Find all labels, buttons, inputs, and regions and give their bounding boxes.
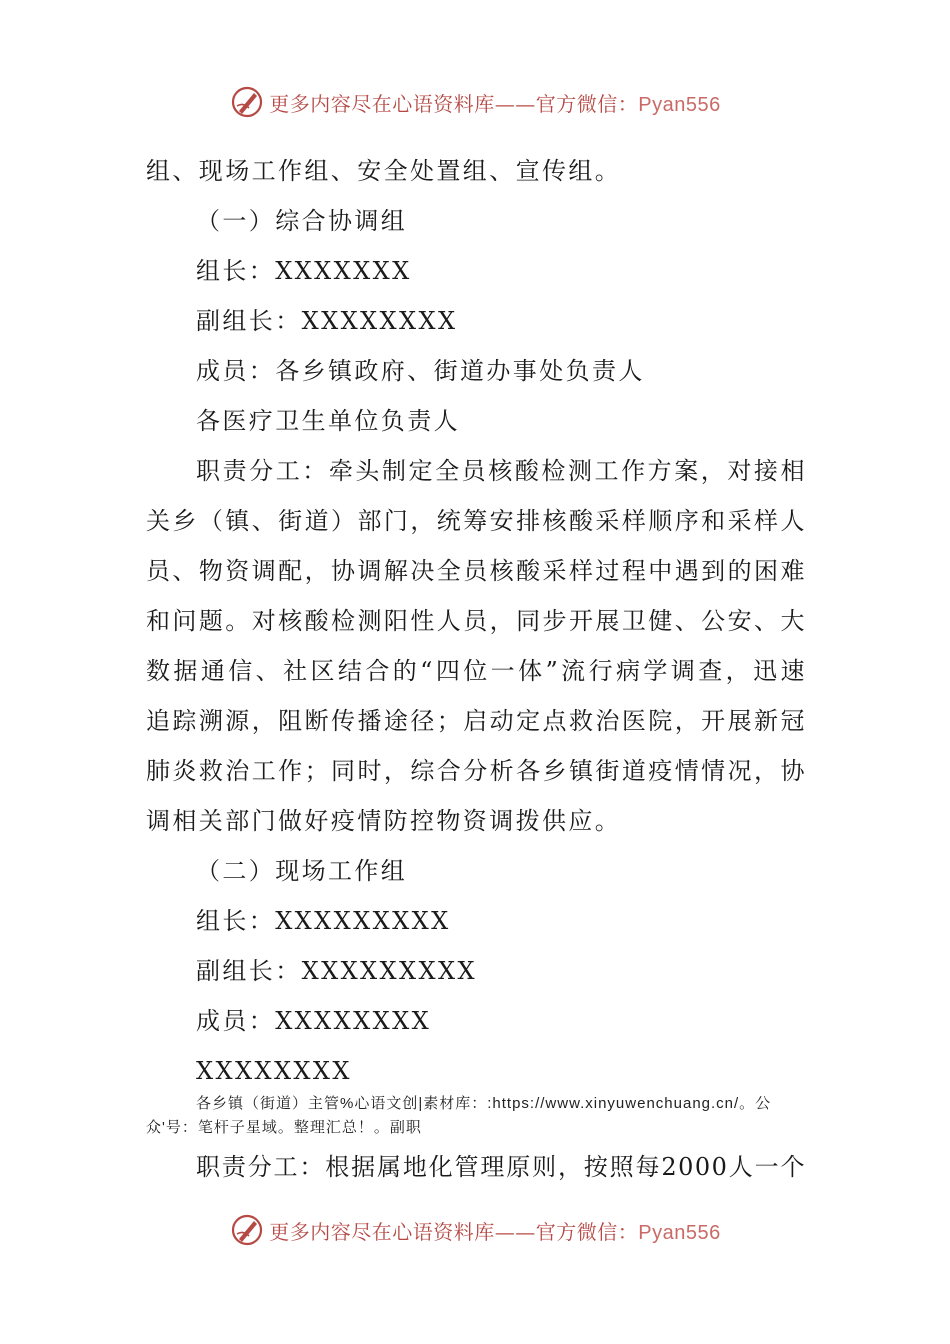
pen-logo-icon: [229, 1212, 265, 1248]
section-heading-2: （二）现场工作组: [196, 857, 408, 885]
duty-paragraph-line: 追踪溯源，阻断传播途径；启动定点救治医院，开展新冠: [146, 707, 806, 735]
duty-paragraph-line: 和问题。对核酸检测阳性人员，同步开展卫健、公安、大: [146, 607, 806, 635]
duty-paragraph-line: 职责分工：牵头制定全员核酸检测工作方案，对接相: [196, 457, 806, 485]
inserted-note-line: 各乡镇（街道）主管%心语文创|素材库：:https://www.xinyuwenchuang.cn/。公: [196, 1095, 772, 1112]
duty-paragraph-line: 数据通信、社区结合的“四位一体”流行病学调查，迅速: [146, 657, 806, 685]
members-2: 成员：XXXXXXXX: [196, 1007, 432, 1035]
paragraph-line: 组、现场工作组、安全处置组、宣传组。: [146, 157, 622, 185]
pen-logo-icon: [229, 84, 265, 120]
duty-paragraph-line: 职责分工：根据属地化管理原则，按照每2000人一个: [196, 1153, 806, 1181]
header-banner-text: 更多内容尽在心语资料库——官方微信：Pyan556: [269, 91, 721, 116]
duty-paragraph-line: 调相关部门做好疫情防控物资调拨供应。: [146, 807, 622, 835]
section-heading-1: （一）综合协调组: [196, 207, 408, 235]
footer-wechat-id: Pyan556: [638, 1221, 721, 1244]
members-1: 成员：各乡镇政府、街道办事处负责人: [196, 357, 645, 385]
footer-banner-text: 更多内容尽在心语资料库——官方微信：Pyan556: [269, 1219, 721, 1244]
group-leader-1: 组长：XXXXXXX: [196, 257, 412, 285]
members-1-cont: 各医疗卫生单位负责人: [196, 407, 460, 435]
footer-banner: [0, 1210, 950, 1250]
duty-paragraph-line: 员、物资调配，协调解决全员核酸采样过程中遇到的困难: [146, 557, 806, 585]
group-leader-2: 组长：XXXXXXXXX: [196, 907, 451, 935]
deputy-leader-1: 副组长：XXXXXXXX: [196, 307, 458, 335]
duty-paragraph-line: 关乡（镇、街道）部门，统筹安排核酸采样顺序和采样人: [146, 507, 806, 535]
deputy-leader-2: 副组长：XXXXXXXXX: [196, 957, 477, 985]
inserted-note: [146, 1092, 806, 1140]
duty-paragraph-line: 肺炎救治工作；同时，综合分析各乡镇街道疫情情况，协: [146, 757, 806, 785]
members-2-cont: XXXXXXXX: [196, 1057, 352, 1085]
header-wechat-id: Pyan556: [638, 93, 721, 116]
inserted-note-line: 众'号：笔杆子星域。整理汇总！。副职: [146, 1119, 422, 1136]
header-banner: [0, 82, 950, 122]
